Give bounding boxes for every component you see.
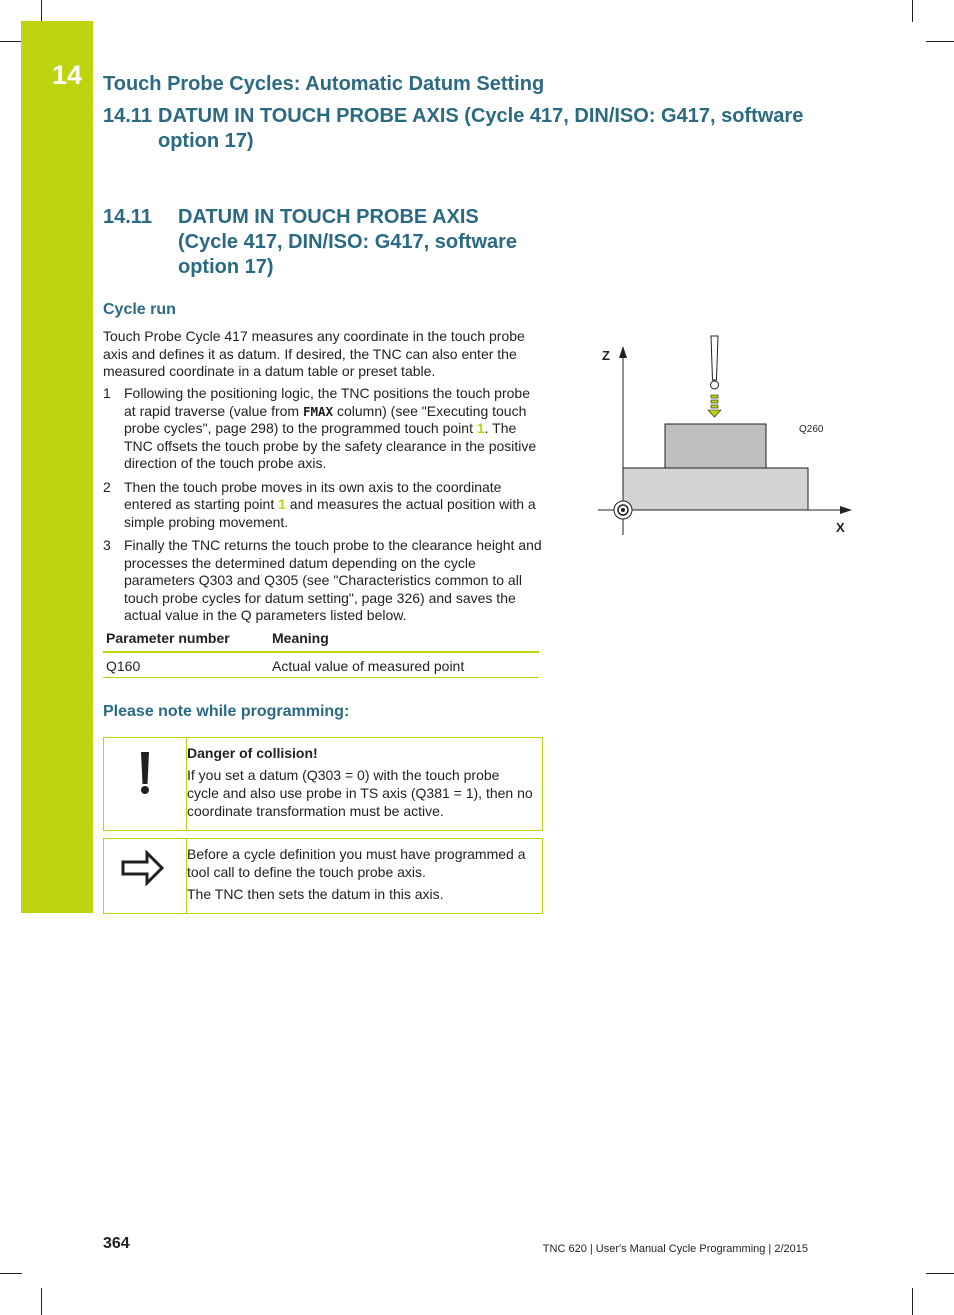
q260-label: Q260 bbox=[799, 424, 824, 435]
col-header-parameter: Parameter number bbox=[103, 628, 269, 652]
note-heading: Please note while programming: bbox=[103, 703, 350, 720]
x-axis-label: X bbox=[836, 520, 845, 535]
cycle-intro: Touch Probe Cycle 417 measures any coordinate in the touch probe axis and defines it as datum. If desired, the TNC can also enter the measured coordinate in a datum table or preset table. bbox=[103, 328, 525, 379]
list-item: 1 Following the positioning logic, the TNC positions the touch probe at rapid traverse (value from FMAX column) (see "Executing touch probe cycles", page 298) to the programmed touch point 1. The TNC offsets the touch probe by the safety clearance in the positive direction of the touch probe axis. bbox=[103, 385, 537, 471]
footer-text: TNC 620 | User's Manual Cycle Programming | 2/2015 bbox=[542, 1243, 808, 1255]
running-header-line2: option 17) bbox=[158, 130, 254, 152]
list-item: 3 Finally the TNC returns the touch probe to the clearance height and processes the determined datum depending on the cycle parameters Q303 and Q305 (see "Characteristics common to all touch probe cycles for datum setting", page 326) and saves the actual value in the Q parameters listed below. bbox=[103, 537, 542, 623]
step-number: 1 bbox=[103, 385, 111, 401]
step-list bbox=[103, 385, 543, 631]
warning-title: Danger of collision! bbox=[187, 745, 318, 761]
page-number: 364 bbox=[103, 1235, 130, 1252]
touch-probe bbox=[711, 336, 718, 380]
table-row bbox=[103, 652, 539, 678]
chapter-tab bbox=[21, 21, 93, 913]
hint-text-2: The TNC then sets the datum in this axis. bbox=[187, 886, 444, 902]
hint-text-1: Before a cycle definition you must have programmed a tool call to define the touch probe axis. bbox=[187, 846, 526, 880]
workpiece-base bbox=[623, 468, 808, 510]
crop-mark bbox=[926, 1273, 954, 1274]
code-fmax: FMAX bbox=[302, 403, 334, 419]
chapter-number: 14 bbox=[52, 60, 83, 90]
crop-mark bbox=[0, 1273, 22, 1274]
touch-point-ref: 1 bbox=[278, 496, 286, 512]
warning-text: If you set a datum (Q303 = 0) with the touch probe cycle and also use probe in TS axis (Q381 = 1), then no coordinate transformation must be active. bbox=[187, 767, 533, 819]
param-number: Q160 bbox=[103, 652, 269, 678]
probe-diagram bbox=[590, 330, 860, 540]
running-header-line1: DATUM IN TOUCH PROBE AXIS (Cycle 417, DIN/ISO: G417, software bbox=[158, 105, 804, 127]
parameter-table bbox=[103, 628, 539, 678]
crop-mark bbox=[912, 0, 913, 22]
step-number: 2 bbox=[103, 478, 111, 495]
crop-mark bbox=[926, 41, 954, 42]
touch-point-ref: 1 bbox=[476, 420, 485, 436]
probing-direction-arrow bbox=[708, 395, 721, 417]
table-header-row bbox=[103, 628, 539, 652]
crop-mark bbox=[0, 41, 22, 42]
section-title-line2: (Cycle 417, DIN/ISO: G417, software bbox=[178, 231, 518, 253]
arrow-right-icon bbox=[104, 839, 187, 913]
running-header-number: 14.11 bbox=[103, 105, 152, 127]
running-header bbox=[103, 104, 843, 154]
crop-mark bbox=[912, 1288, 913, 1315]
workpiece-step bbox=[665, 424, 766, 468]
exclamation-icon bbox=[104, 738, 187, 830]
z-axis-arrow bbox=[619, 346, 627, 358]
warning-box bbox=[103, 737, 543, 831]
x-axis-arrow bbox=[840, 506, 852, 514]
col-header-meaning: Meaning bbox=[269, 628, 539, 652]
section-title bbox=[103, 205, 543, 280]
section-title-line1: DATUM IN TOUCH PROBE AXIS bbox=[178, 206, 479, 228]
cycle-run-heading: Cycle run bbox=[103, 301, 176, 318]
z-axis-label: Z bbox=[602, 348, 610, 363]
list-item: 2 Then the touch probe moves in its own axis to the coordinate entered as starting point 1 and measures the actual position with a simple probing movement. bbox=[103, 478, 536, 530]
chapter-title: Touch Probe Cycles: Automatic Datum Setting bbox=[103, 73, 545, 95]
step-number: 3 bbox=[103, 537, 111, 553]
section-number: 14.11 bbox=[103, 206, 152, 228]
section-title-line3: option 17) bbox=[178, 256, 274, 278]
crop-mark bbox=[41, 1288, 42, 1315]
hint-box bbox=[103, 838, 543, 914]
crop-mark bbox=[41, 0, 42, 22]
param-meaning: Actual value of measured point bbox=[269, 652, 539, 678]
